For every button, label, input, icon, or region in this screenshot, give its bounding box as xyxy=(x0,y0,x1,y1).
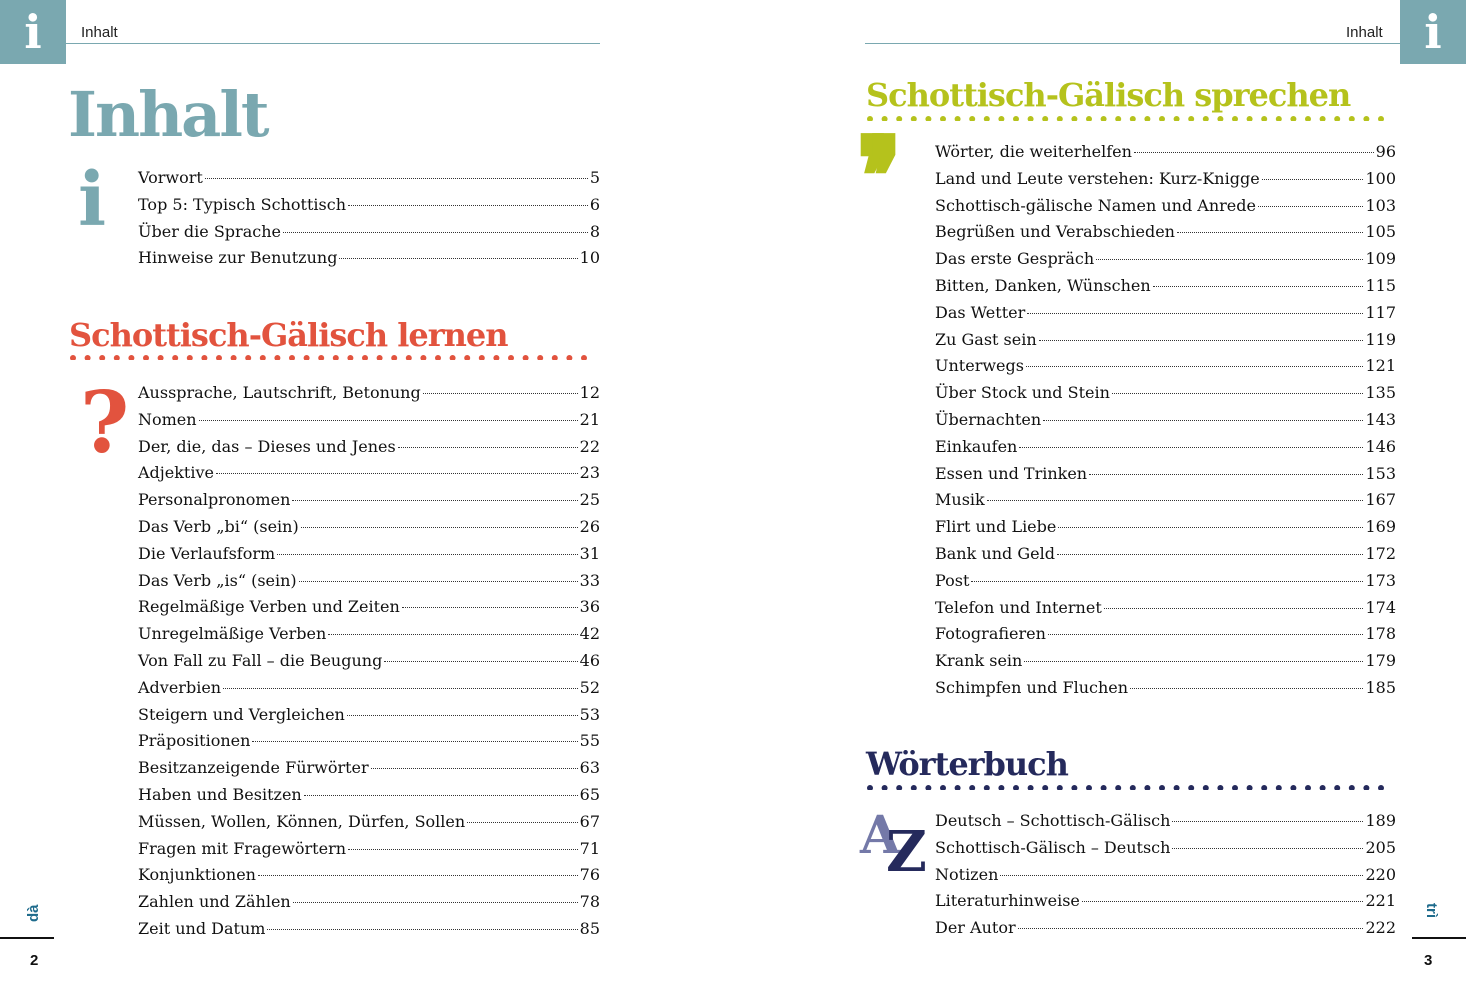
toc-dot-leader xyxy=(1153,286,1364,287)
toc-entry-page: 121 xyxy=(1365,356,1396,376)
toc-entry-label: Musik xyxy=(935,490,985,510)
toc-dot-leader xyxy=(1130,688,1363,689)
toc-dot-leader xyxy=(423,393,578,394)
toc-entry-label: Einkaufen xyxy=(935,436,1018,456)
toc-entry[interactable] xyxy=(138,919,600,946)
toc-sprechen-list xyxy=(935,142,1396,705)
toc-dot-leader xyxy=(347,715,578,716)
toc-dot-leader xyxy=(1258,206,1363,207)
toc-dot-leader xyxy=(1043,420,1363,421)
toc-entry[interactable] xyxy=(138,597,600,624)
letter-z-icon: Z xyxy=(886,819,927,885)
footer-rule-right xyxy=(1412,937,1466,939)
toc-entry-label: Personalpronomen xyxy=(138,490,291,510)
info-icon: i xyxy=(78,157,107,243)
toc-entry-page: 173 xyxy=(1365,570,1396,590)
toc-entry[interactable] xyxy=(138,222,600,249)
toc-entry-page: 55 xyxy=(579,731,600,751)
toc-entry-page: 185 xyxy=(1365,677,1396,697)
section-title-woerterbuch: Wörterbuch xyxy=(866,745,1068,783)
toc-entry-label: Notizen xyxy=(935,864,999,884)
letter-a-icon: A xyxy=(860,805,901,866)
toc-dot-leader xyxy=(328,634,577,635)
toc-entry[interactable] xyxy=(138,410,600,437)
toc-entry-page: 174 xyxy=(1365,597,1396,617)
toc-entry-page: 5 xyxy=(589,168,600,187)
toc-entry-label: Besitzanzeigende Fürwörter xyxy=(138,758,369,778)
toc-entry-label: Regelmäßige Verben und Zeiten xyxy=(138,597,400,617)
toc-entry-page: 85 xyxy=(579,918,600,938)
toc-entry-page: 153 xyxy=(1365,463,1396,483)
toc-entry-label: Bank und Geld xyxy=(935,543,1055,563)
toc-dot-leader xyxy=(293,902,578,903)
toc-entry-label: Präpositionen xyxy=(138,731,251,751)
toc-entry[interactable] xyxy=(138,731,600,758)
toc-entry-page: 205 xyxy=(1365,837,1396,857)
toc-entry[interactable] xyxy=(935,383,1396,410)
toc-entry-label: Vorwort xyxy=(138,168,203,187)
toc-entry-page: 117 xyxy=(1365,302,1396,322)
toc-entry-page: 23 xyxy=(579,463,600,483)
toc-entry-page: 63 xyxy=(579,758,600,778)
toc-entry[interactable] xyxy=(935,410,1396,437)
toc-dot-leader xyxy=(292,500,577,501)
toc-entry-label: Top 5: Typisch Schottisch xyxy=(138,194,346,214)
toc-entry[interactable] xyxy=(138,812,600,839)
toc-dot-leader xyxy=(402,607,578,608)
toc-dot-leader xyxy=(1104,608,1364,609)
toc-entry-label: Das erste Gespräch xyxy=(935,249,1095,269)
toc-dot-leader xyxy=(384,661,577,662)
toc-entry-label: Zeit und Datum xyxy=(138,918,266,938)
toc-entry[interactable] xyxy=(935,838,1396,865)
toc-entry[interactable] xyxy=(138,463,600,490)
page-title: Inhalt xyxy=(68,78,268,151)
header-rule-right xyxy=(865,43,1400,44)
toc-entry-page: 46 xyxy=(579,650,600,670)
toc-entry[interactable] xyxy=(935,517,1396,544)
toc-entry-page: 115 xyxy=(1365,275,1396,295)
toc-dot-leader xyxy=(398,447,578,448)
toc-entry-page: 220 xyxy=(1365,864,1396,884)
toc-entry[interactable] xyxy=(935,811,1396,838)
section-title-lernen: Schottisch-Gälisch lernen xyxy=(69,316,508,354)
toc-entry-page: 109 xyxy=(1365,249,1396,269)
toc-entry-page: 36 xyxy=(579,597,600,617)
toc-entry-page: 65 xyxy=(579,784,600,804)
toc-entry[interactable] xyxy=(935,330,1396,357)
dotted-rule-sprechen xyxy=(866,113,1398,121)
toc-entry-label: Von Fall zu Fall – die Beugung xyxy=(138,650,383,670)
toc-entry-page: 103 xyxy=(1365,195,1396,215)
toc-dot-leader xyxy=(1024,661,1363,662)
toc-entry-label: Müssen, Wollen, Können, Dürfen, Sollen xyxy=(138,811,466,831)
toc-entry[interactable] xyxy=(935,571,1396,598)
toc-entry-page: 8 xyxy=(589,221,600,241)
toc-dot-leader xyxy=(216,473,578,474)
toc-entry[interactable] xyxy=(935,356,1396,383)
side-label-left: dà xyxy=(25,904,42,922)
toc-dot-leader xyxy=(1039,340,1364,341)
toc-entry-label: Begrüßen und Verabschieden xyxy=(935,222,1175,242)
toc-dot-leader xyxy=(223,688,578,689)
toc-woerterbuch-list xyxy=(935,811,1396,945)
toc-entry-label: Über Stock und Stein xyxy=(935,383,1110,403)
toc-entry[interactable] xyxy=(935,678,1396,705)
toc-dot-leader xyxy=(1018,928,1364,929)
running-head-right: Inhalt xyxy=(1346,24,1383,41)
toc-entry-page: 26 xyxy=(579,516,600,536)
toc-entry-page: 221 xyxy=(1365,891,1396,911)
question-mark-icon: ? xyxy=(80,373,130,472)
toc-dot-leader xyxy=(971,581,1363,582)
toc-entry-label: Zu Gast sein xyxy=(935,329,1037,349)
toc-entry[interactable] xyxy=(138,839,600,866)
toc-entry-label: Land und Leute verstehen: Kurz-Knigge xyxy=(935,168,1260,188)
toc-entry-label: Aussprache, Lautschrift, Betonung xyxy=(138,383,421,402)
toc-entry[interactable] xyxy=(138,624,600,651)
toc-entry[interactable] xyxy=(935,196,1396,223)
header-rule-left xyxy=(66,43,600,44)
toc-entry-page: 179 xyxy=(1365,651,1396,671)
toc-entry-page: 100 xyxy=(1365,168,1396,188)
toc-entry[interactable] xyxy=(935,490,1396,517)
running-head-left: Inhalt xyxy=(81,24,118,41)
toc-entry-label: Schimpfen und Fluchen xyxy=(935,677,1129,697)
toc-entry-page: 135 xyxy=(1365,383,1396,403)
toc-entry-page: 42 xyxy=(579,624,600,644)
toc-entry-page: 167 xyxy=(1365,490,1396,510)
toc-entry-page: 25 xyxy=(579,490,600,510)
toc-entry-page: 21 xyxy=(579,409,600,429)
toc-entry-page: 96 xyxy=(1375,142,1396,161)
toc-dot-leader xyxy=(277,554,577,555)
toc-entry[interactable] xyxy=(935,464,1396,491)
toc-entry[interactable] xyxy=(138,168,600,195)
toc-entry-label: Der, die, das – Dieses und Jenes xyxy=(138,436,396,456)
toc-entry[interactable] xyxy=(138,544,600,571)
toc-entry-page: 6 xyxy=(589,194,600,214)
toc-entry-label: Haben und Besitzen xyxy=(138,784,302,804)
footer-rule-left xyxy=(0,937,54,939)
toc-dot-leader xyxy=(371,768,578,769)
toc-entry-label: Post xyxy=(935,570,970,590)
toc-entry[interactable] xyxy=(935,142,1396,169)
toc-entry[interactable] xyxy=(935,276,1396,303)
toc-entry[interactable] xyxy=(138,651,600,678)
page-number-left: 2 xyxy=(30,952,39,969)
toc-dot-leader xyxy=(987,500,1364,501)
toc-entry-label: Krank sein xyxy=(935,651,1023,671)
toc-dot-leader xyxy=(1262,179,1364,180)
toc-dot-leader xyxy=(1177,232,1363,233)
toc-dot-leader xyxy=(1082,901,1364,902)
toc-entry[interactable] xyxy=(935,624,1396,651)
toc-dot-leader xyxy=(1058,527,1363,528)
dotted-rule-woerterbuch xyxy=(866,782,1398,790)
toc-entry-label: Bitten, Danken, Wünschen xyxy=(935,275,1151,295)
toc-entry-page: 189 xyxy=(1365,811,1396,830)
toc-dot-leader xyxy=(199,420,578,421)
toc-entry-label: Fotografieren xyxy=(935,624,1046,644)
toc-dot-leader xyxy=(304,795,578,796)
toc-entry-label: Telefon und Internet xyxy=(935,597,1102,617)
toc-dot-leader xyxy=(1027,313,1363,314)
toc-dot-leader xyxy=(467,822,577,823)
toc-dot-leader xyxy=(258,875,578,876)
toc-dot-leader xyxy=(205,178,588,179)
toc-entry[interactable] xyxy=(138,705,600,732)
toc-dot-leader xyxy=(1057,554,1364,555)
toc-entry-label: Über die Sprache xyxy=(138,221,281,241)
toc-entry[interactable] xyxy=(935,891,1396,918)
toc-entry-label: Steigern und Vergleichen xyxy=(138,704,345,724)
toc-entry-label: Die Verlaufsform xyxy=(138,543,276,563)
toc-entry[interactable] xyxy=(138,758,600,785)
toc-dot-leader xyxy=(1089,474,1363,475)
toc-entry-label: Übernachten xyxy=(935,409,1042,429)
toc-entry[interactable] xyxy=(138,383,600,410)
toc-dot-leader xyxy=(339,258,577,259)
toc-entry-page: 71 xyxy=(579,838,600,858)
toc-dot-leader xyxy=(252,741,577,742)
toc-entry-page: 33 xyxy=(579,570,600,590)
toc-entry-page: 178 xyxy=(1365,624,1396,644)
toc-entry-page: 119 xyxy=(1365,329,1396,349)
toc-entry[interactable] xyxy=(138,865,600,892)
toc-entry-label: Flirt und Liebe xyxy=(935,517,1057,537)
toc-entry-label: Literaturhinweise xyxy=(935,891,1080,911)
toc-entry-label: Unterwegs xyxy=(935,356,1024,376)
toc-entry-label: Deutsch – Schottisch-Gälisch xyxy=(935,811,1171,830)
toc-entry-label: Adjektive xyxy=(138,463,214,483)
toc-entry-label: Das Verb „is“ (sein) xyxy=(138,570,297,590)
toc-entry-page: 76 xyxy=(579,865,600,885)
section-title-sprechen: Schottisch-Gälisch sprechen xyxy=(866,76,1351,114)
toc-dot-leader xyxy=(1172,821,1363,822)
toc-entry-page: 78 xyxy=(579,892,600,912)
toc-entry-label: Wörter, die weiterhelfen xyxy=(935,142,1132,161)
toc-entry[interactable] xyxy=(935,651,1396,678)
toc-entry-label: Hinweise zur Benutzung xyxy=(138,248,338,268)
toc-dot-leader xyxy=(299,581,578,582)
toc-entry[interactable] xyxy=(935,249,1396,276)
toc-dot-leader xyxy=(1000,875,1363,876)
toc-entry-label: Das Verb „bi“ (sein) xyxy=(138,516,299,536)
toc-entry-label: Konjunktionen xyxy=(138,865,256,885)
toc-dot-leader xyxy=(1134,152,1374,153)
toc-entry[interactable] xyxy=(138,490,600,517)
page-number-right: 3 xyxy=(1424,952,1433,969)
toc-entry-label: Schottisch-gälische Namen und Anrede xyxy=(935,195,1256,215)
toc-intro-list xyxy=(138,168,600,275)
toc-entry-page: 12 xyxy=(579,383,600,402)
toc-dot-leader xyxy=(348,849,578,850)
toc-entry-page: 146 xyxy=(1365,436,1396,456)
toc-entry[interactable] xyxy=(138,785,600,812)
toc-entry-page: 105 xyxy=(1365,222,1396,242)
dotted-rule-lernen xyxy=(69,352,601,360)
toc-entry-page: 53 xyxy=(579,704,600,724)
side-label-right: trì xyxy=(1423,903,1440,918)
toc-dot-leader xyxy=(283,232,588,233)
toc-entry[interactable] xyxy=(935,222,1396,249)
toc-entry-page: 169 xyxy=(1365,517,1396,537)
toc-entry-page: 143 xyxy=(1365,409,1396,429)
toc-entry-label: Zahlen und Zählen xyxy=(138,892,291,912)
toc-entry[interactable] xyxy=(935,598,1396,625)
toc-entry[interactable] xyxy=(935,169,1396,196)
toc-dot-leader xyxy=(1096,259,1363,260)
quote-marks-icon: ❜❜ xyxy=(856,112,879,241)
toc-entry-label: Unregelmäßige Verben xyxy=(138,624,327,644)
toc-entry-label: Schottisch-Gälisch – Deutsch xyxy=(935,837,1171,857)
toc-dot-leader xyxy=(1019,447,1363,448)
toc-entry-page: 222 xyxy=(1365,918,1396,938)
toc-entry[interactable] xyxy=(935,918,1396,945)
toc-entry-label: Nomen xyxy=(138,409,197,429)
toc-entry-label: Adverbien xyxy=(138,677,222,697)
toc-entry-page: 22 xyxy=(579,436,600,456)
toc-entry[interactable] xyxy=(138,248,600,275)
toc-dot-leader xyxy=(348,205,588,206)
toc-entry-page: 67 xyxy=(579,811,600,831)
toc-entry-label: Essen und Trinken xyxy=(935,463,1088,483)
toc-entry[interactable] xyxy=(935,544,1396,571)
toc-entry-label: Das Wetter xyxy=(935,302,1026,322)
toc-dot-leader xyxy=(1026,366,1364,367)
info-badge-left: i xyxy=(0,0,66,64)
toc-dot-leader xyxy=(1112,393,1364,394)
toc-entry[interactable] xyxy=(935,437,1396,464)
toc-dot-leader xyxy=(1172,848,1363,849)
toc-entry[interactable] xyxy=(138,195,600,222)
toc-entry[interactable] xyxy=(138,437,600,464)
toc-entry-page: 172 xyxy=(1365,543,1396,563)
toc-entry[interactable] xyxy=(138,678,600,705)
toc-entry-label: Der Autor xyxy=(935,918,1016,938)
toc-lernen-list xyxy=(138,383,600,946)
toc-dot-leader xyxy=(1048,634,1364,635)
toc-entry[interactable] xyxy=(138,571,600,598)
toc-entry-label: Fragen mit Fragewörtern xyxy=(138,838,347,858)
toc-dot-leader xyxy=(301,527,578,528)
toc-entry[interactable] xyxy=(138,517,600,544)
toc-entry-page: 31 xyxy=(579,543,600,563)
toc-entry-page: 52 xyxy=(579,677,600,697)
toc-entry[interactable] xyxy=(138,892,600,919)
toc-dot-leader xyxy=(267,929,577,930)
toc-entry-page: 10 xyxy=(579,248,600,268)
toc-entry[interactable] xyxy=(935,865,1396,892)
info-badge-right: i xyxy=(1400,0,1466,64)
toc-entry[interactable] xyxy=(935,303,1396,330)
